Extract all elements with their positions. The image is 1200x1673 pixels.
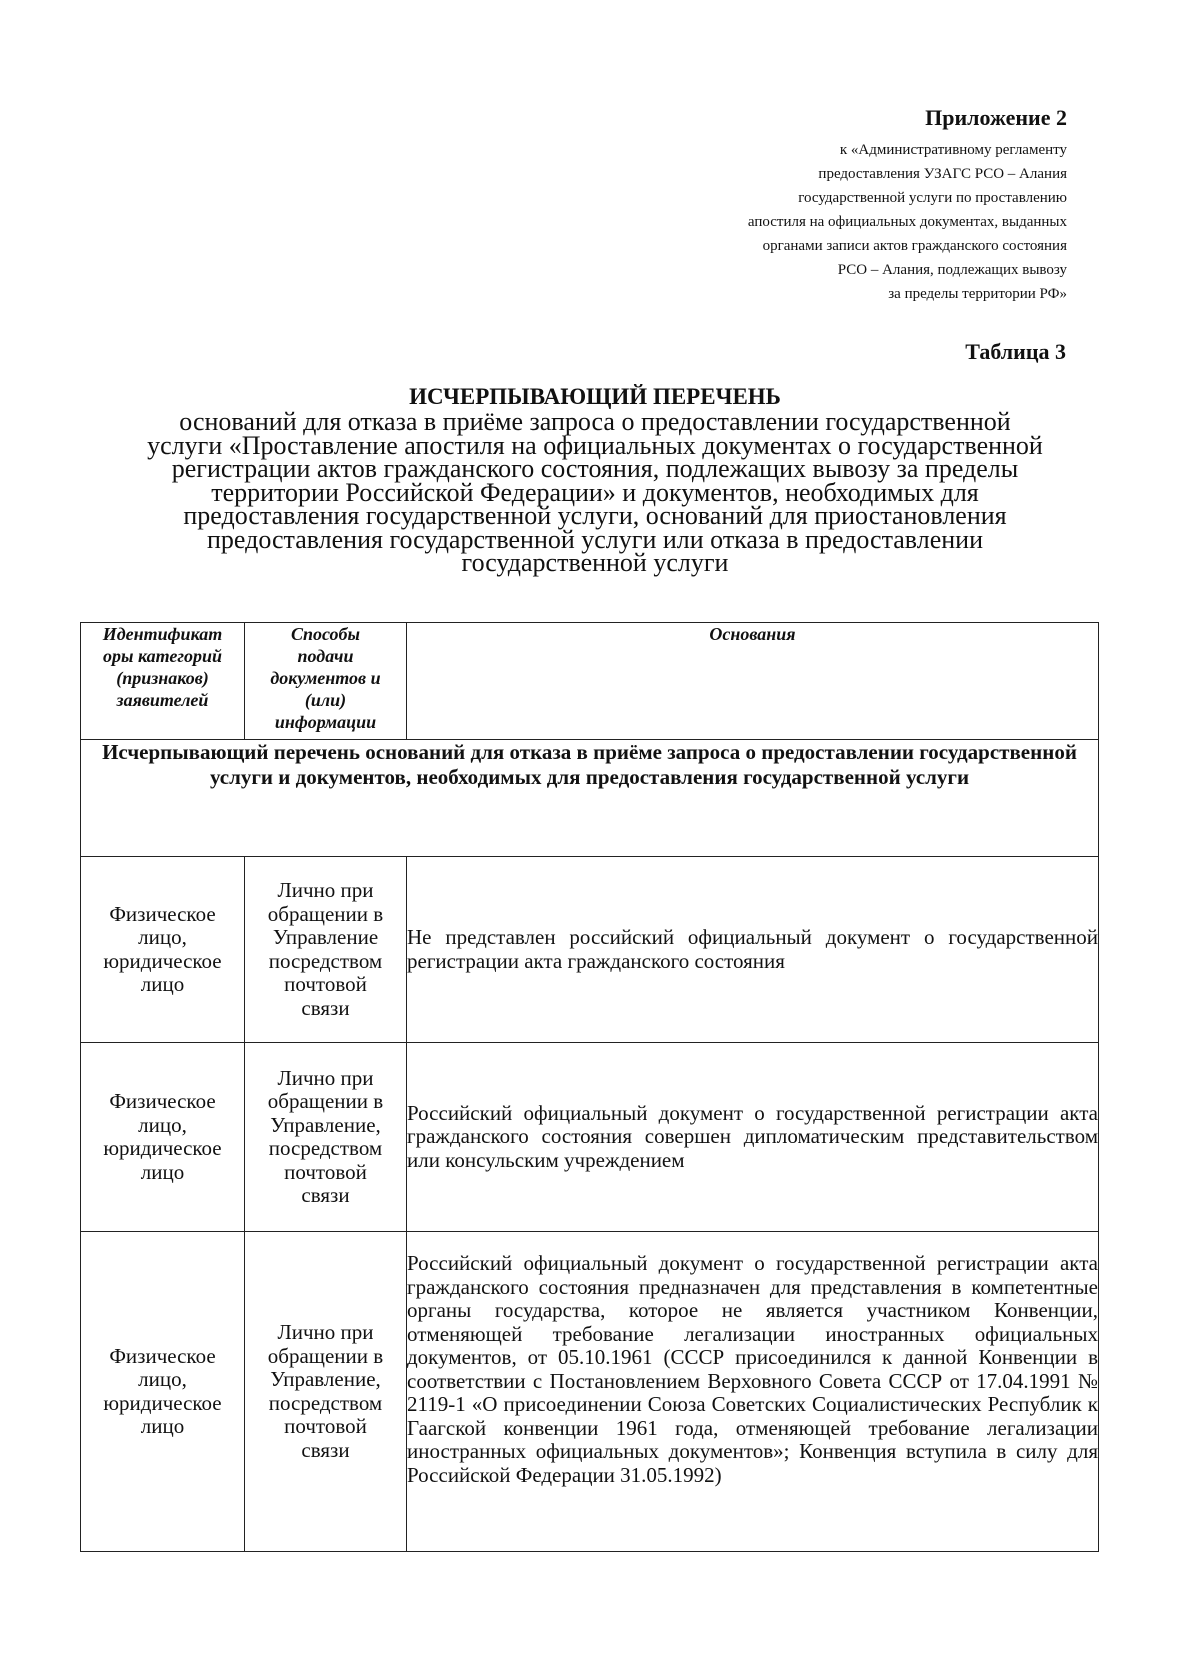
basis-cell: Не представлен российский официальный документ о государственной регистрации акта гражданского состояния bbox=[407, 857, 1099, 1043]
table-header-row bbox=[81, 623, 1099, 740]
header-applicant-line: (признаков) bbox=[116, 668, 209, 688]
cell-line: связи bbox=[301, 1437, 350, 1462]
cell-line: Физическое bbox=[109, 1343, 216, 1368]
header-applicant-line: оры категорий bbox=[102, 646, 223, 666]
applicant-cell bbox=[81, 1232, 245, 1552]
header-method-line: Способы bbox=[290, 624, 361, 644]
appendix-line: за пределы территории РФ» bbox=[888, 286, 1067, 302]
grounds-table bbox=[80, 622, 1099, 1552]
cell-line: Физическое bbox=[109, 1089, 216, 1113]
cell-line: почтовой bbox=[284, 1414, 367, 1438]
cell-line: почтовой bbox=[284, 1159, 367, 1184]
cell-line: обращении в bbox=[267, 901, 384, 926]
table-row bbox=[81, 1232, 1099, 1552]
header-applicant-line: заявителей bbox=[116, 690, 209, 710]
cell-line: связи bbox=[301, 1183, 350, 1207]
cell-line: лицо, bbox=[138, 1112, 187, 1137]
cell-line: лицо, bbox=[138, 1367, 187, 1391]
method-cell bbox=[245, 1043, 407, 1232]
cell-line: связи bbox=[301, 995, 350, 1020]
cell-line: юридическое bbox=[103, 948, 222, 973]
applicant-cell bbox=[81, 857, 245, 1043]
header-applicant-cell bbox=[81, 623, 245, 740]
applicant-cell bbox=[81, 1043, 245, 1232]
method-cell bbox=[245, 1232, 407, 1552]
cell-line: посредством bbox=[268, 948, 383, 973]
subtitle-line: регистрации актов гражданского состояния, подлежащих вывозу за пределы bbox=[171, 454, 1019, 483]
cell-line: Лично при bbox=[277, 878, 374, 902]
cell-line: юридическое bbox=[103, 1390, 222, 1415]
subtitle-line: государственной услуги bbox=[461, 548, 729, 577]
cell-line: Управление, bbox=[270, 1112, 381, 1137]
basis-cell: Российский официальный документ о государственной регистрации акта гражданского состояния предназначен для представления в компетентные органы государства, которое не является участником Конвенции, отменяющей требование легализации иностранных официальных документов, от 05.10.1961 (СССР присоединился к данной Конвенции в соответствии с Постановлением Верховного Совета СССР от 17.04.1991 № 2119-1 «О присоединении Союза Советских Социалистических Республик к Гаагской конвенции 1961 года, отменяющей требование легализации иностранных официальных документов»; Конвенция вступила в силу для Российской Федерации 31.05.1992) bbox=[407, 1232, 1099, 1552]
cell-line: обращении в bbox=[267, 1343, 384, 1368]
title-block bbox=[90, 384, 1100, 575]
subtitle-line: предоставления государственной услуги, оснований для приостановления bbox=[183, 501, 1007, 530]
cell-line: Управление bbox=[272, 925, 379, 949]
header-basis-cell bbox=[407, 623, 1099, 740]
cell-line: обращении в bbox=[267, 1089, 384, 1113]
header-method-line: (или) bbox=[304, 690, 347, 710]
method-cell bbox=[245, 857, 407, 1043]
subtitle-line: предоставления государственной услуги или отказа в предоставлении bbox=[206, 524, 983, 554]
cell-line: лицо, bbox=[138, 925, 187, 949]
appendix-line: предоставления УЗАГС РСО – Алания bbox=[818, 166, 1067, 182]
appendix-line: РСО – Алания, подлежащих вывозу bbox=[837, 262, 1067, 278]
header-method-line: информации bbox=[274, 712, 377, 732]
appendix-line: органами записи актов гражданского состояния bbox=[762, 238, 1067, 254]
cell-line: почтовой bbox=[284, 972, 367, 996]
appendix-block bbox=[647, 104, 1067, 306]
section-row bbox=[81, 740, 1099, 857]
table-row bbox=[81, 1043, 1099, 1232]
cell-line: Лично при bbox=[277, 1065, 374, 1090]
cell-line: лицо bbox=[140, 1159, 185, 1184]
cell-line: лицо bbox=[140, 1414, 185, 1438]
cell-line: юридическое bbox=[103, 1136, 222, 1160]
header-method-cell bbox=[245, 623, 407, 740]
section-title: Исчерпывающий перечень оснований для отказа в приёме запроса о предоставлении государственной услуги и документов, необходимых для предоставления государственной услуги bbox=[81, 740, 1099, 857]
cell-line: Управление, bbox=[270, 1367, 381, 1391]
subtitle-line: услуги «Проставление апостиля на официальных документах о государственной bbox=[147, 430, 1043, 460]
header-basis-label: Основания bbox=[709, 624, 796, 644]
subtitle-line: оснований для отказа в приёме запроса о предоставлении государственной bbox=[179, 407, 1011, 436]
cell-line: лицо bbox=[140, 972, 185, 996]
header-applicant-line: Идентификат bbox=[102, 624, 223, 644]
appendix-line: государственной услуги по проставлению bbox=[798, 190, 1067, 206]
main-title: ИСЧЕРПЫВАЮЩИЙ ПЕРЕЧЕНЬ bbox=[409, 384, 781, 409]
appendix-title: Приложение 2 bbox=[925, 105, 1067, 130]
cell-line: Физическое bbox=[109, 901, 216, 926]
header-method-line: подачи bbox=[297, 646, 354, 666]
table-row bbox=[81, 857, 1099, 1043]
subtitle-line: территории Российской Федерации» и документов, необходимых для bbox=[211, 477, 979, 507]
basis-cell: Российский официальный документ о государственной регистрации акта гражданского состояния совершен дипломатическим представительством или консульским учреждением bbox=[407, 1043, 1099, 1232]
header-method-line: документов и bbox=[270, 668, 381, 688]
appendix-line: апостиля на официальных документах, выданных bbox=[747, 214, 1067, 230]
appendix-line: к «Административному регламенту bbox=[839, 142, 1067, 158]
cell-line: посредством bbox=[268, 1136, 383, 1160]
cell-line: посредством bbox=[268, 1390, 383, 1415]
table-label: Таблица 3 bbox=[965, 339, 1066, 364]
cell-line: Лично при bbox=[277, 1320, 374, 1344]
